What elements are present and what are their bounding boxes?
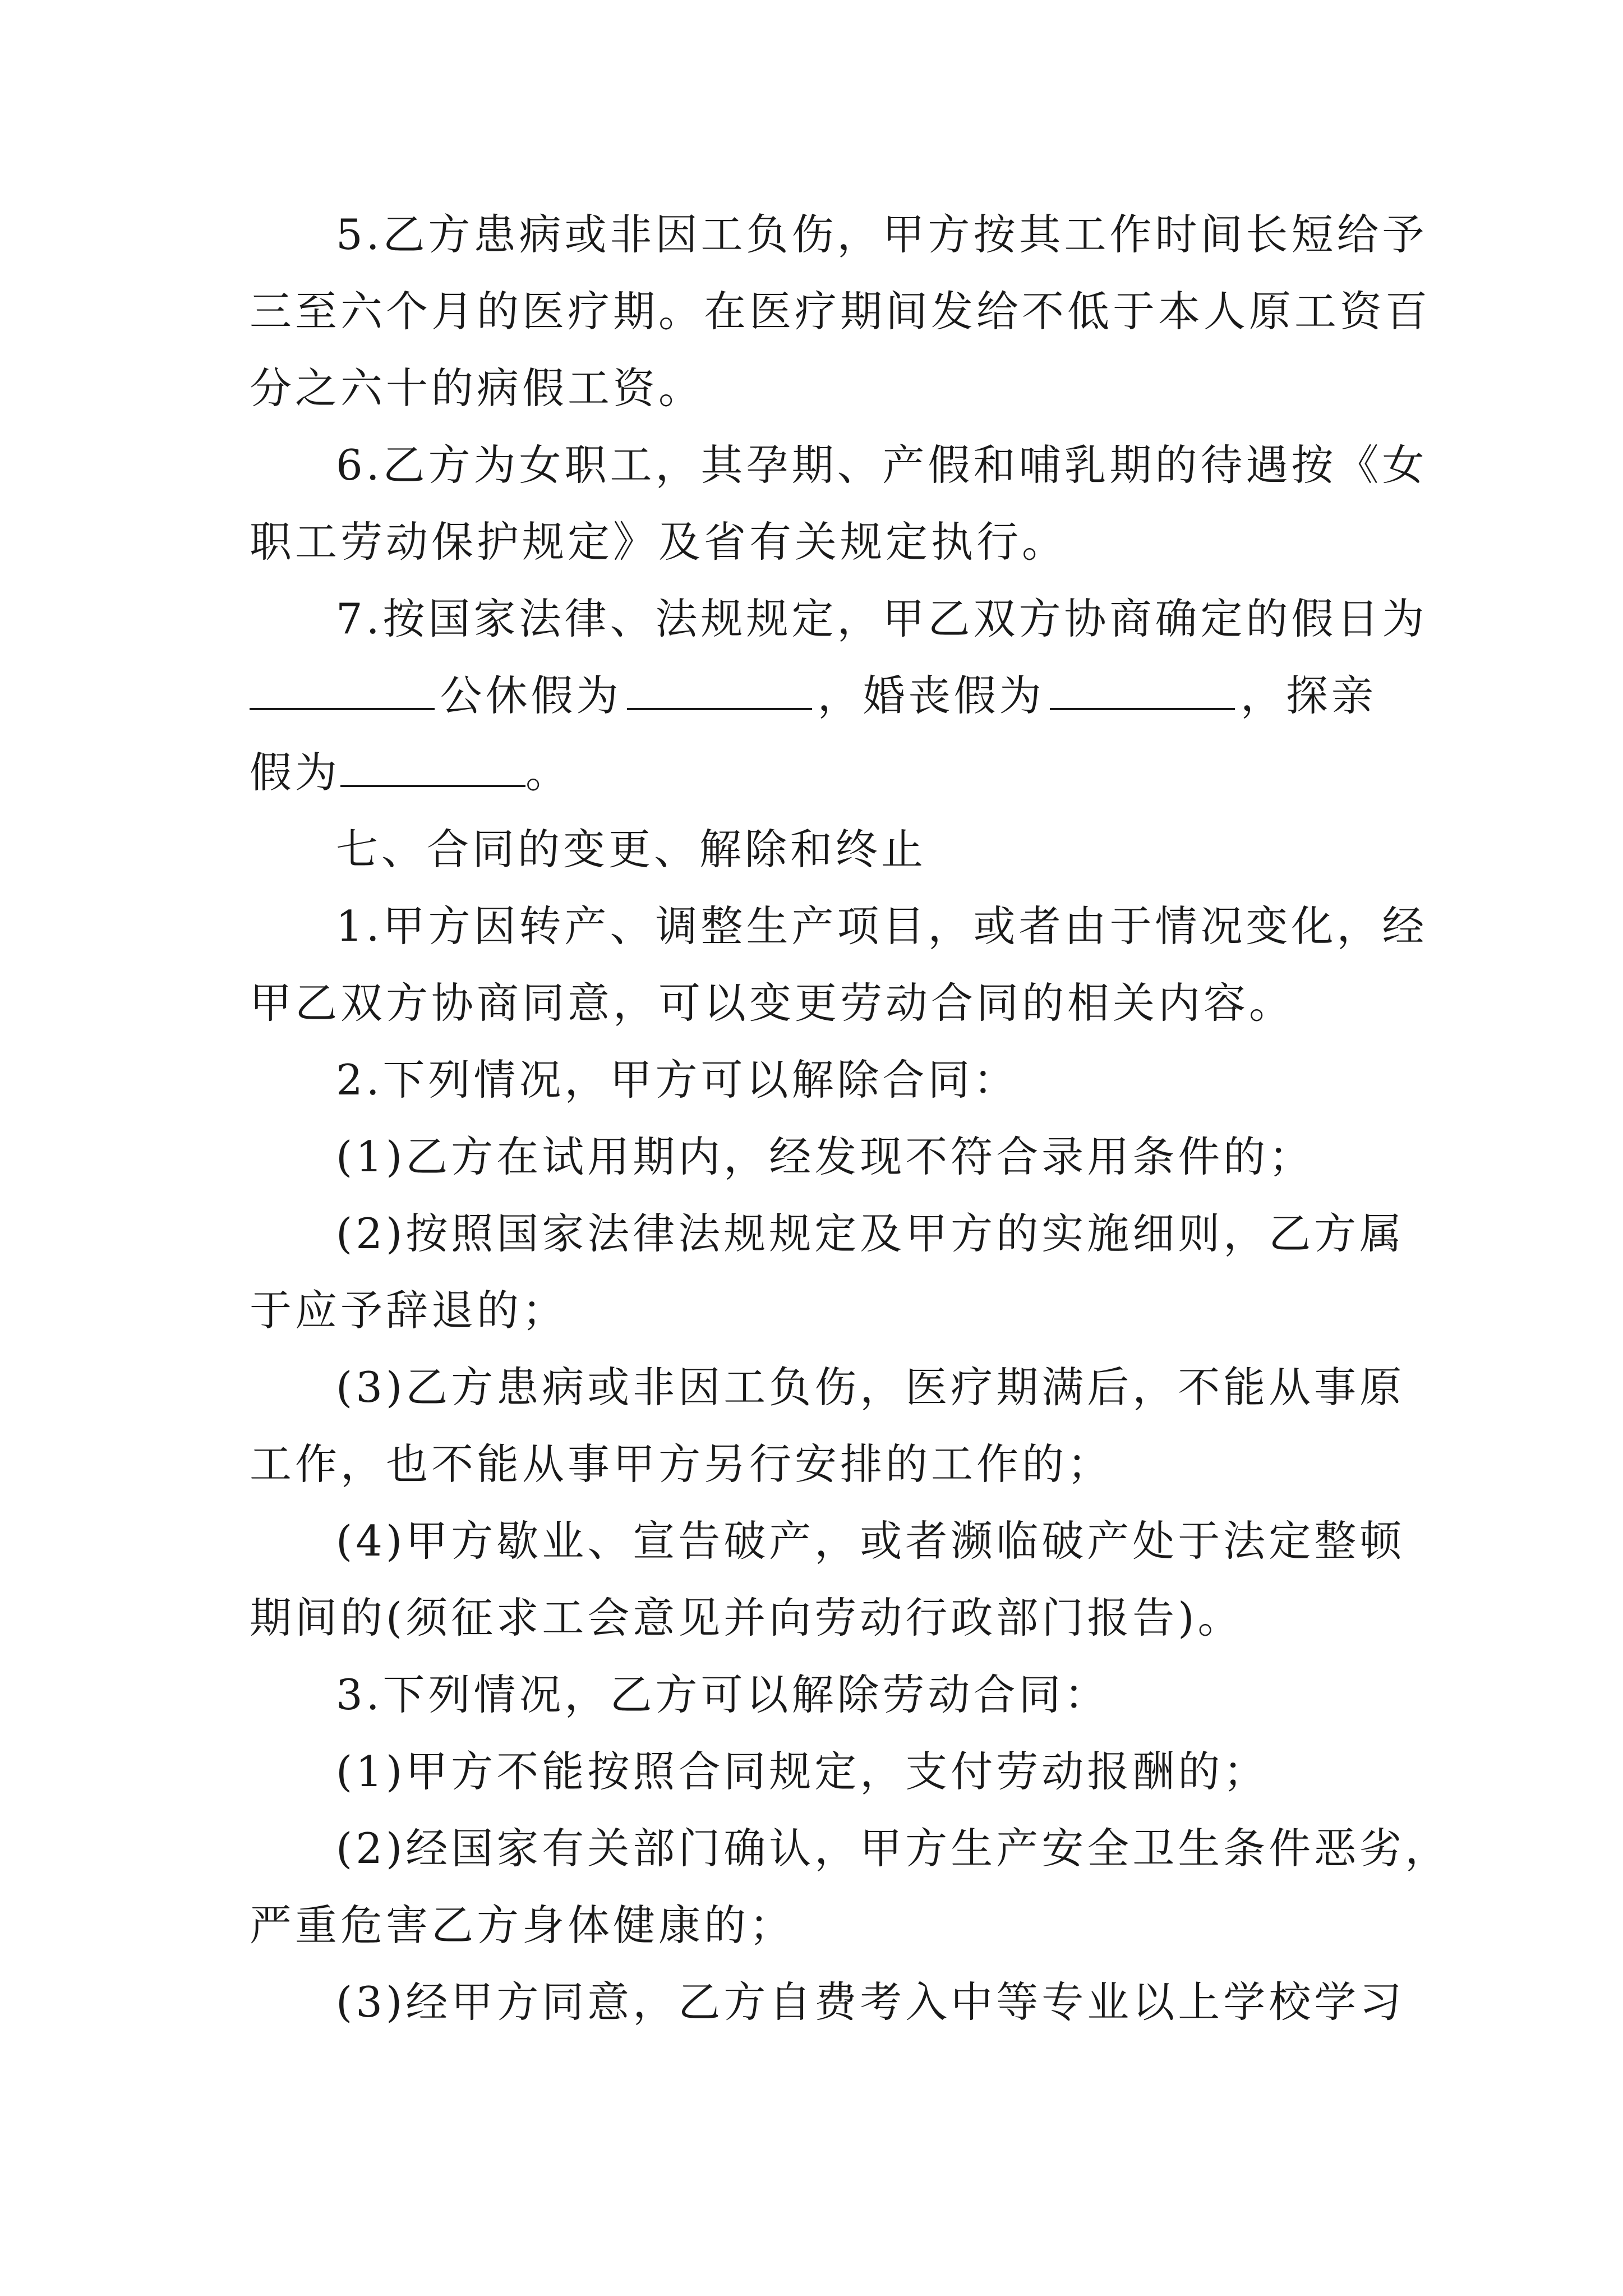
paragraph-line: 3.下列情况，乙方可以解除劳动合同： xyxy=(336,1670,1110,1719)
list-item: (1)乙方在试用期内，经发现不符合录用条件的； xyxy=(336,1132,1315,1181)
paragraph-line: 5.乙方患病或非因工负伤，甲方按其工作时间长短给予 xyxy=(336,210,1428,259)
list-item: (2)经国家有关部门确认，甲方生产安全卫生条件恶劣， xyxy=(336,1824,1451,1873)
list-item: (3)乙方患病或非因工负伤，医疗期满后，不能从事原 xyxy=(336,1363,1405,1412)
blank-rest-leave xyxy=(627,697,812,710)
fill-label-family-leave: 假为 xyxy=(250,748,341,797)
fill-suffix: 。 xyxy=(525,748,571,797)
paragraph-line: 期间的(须征求工会意见并向劳动行政部门报告)。 xyxy=(250,1593,1243,1642)
paragraph-line: 工作，也不能从事甲方另行安排的工作的； xyxy=(250,1439,1113,1489)
fill-label-rest: 公休假为 xyxy=(440,671,622,720)
blank-family-leave xyxy=(340,774,525,787)
blank-marriage-leave xyxy=(1050,697,1235,710)
paragraph-line: 职工劳动保护规定》及省有关规定执行。 xyxy=(250,517,1068,567)
paragraph-line: 分之六十的病假工资。 xyxy=(250,364,704,413)
list-item: (3)经甲方同意，乙方自费考入中等专业以上学校学习 xyxy=(336,1977,1405,2027)
paragraph-line: 2.下列情况，甲方可以解除合同： xyxy=(336,1055,1019,1105)
blank-holiday xyxy=(250,697,435,710)
contract-text xyxy=(250,196,1451,2041)
paragraph-line: 7.按国家法律、法规规定，甲乙双方协商确定的假日为 xyxy=(336,594,1428,643)
paragraph-line: 1.甲方因转产、调整生产项目，或者由于情况变化，经 xyxy=(336,901,1428,951)
fill-in-line xyxy=(250,657,1377,734)
paragraph-line: 严重危害乙方身体健康的； xyxy=(250,1901,795,1950)
list-item: (4)甲方歇业、宣告破产，或者濒临破产处于法定整顿 xyxy=(336,1516,1405,1566)
paragraph-line: 甲乙双方协商同意，可以变更劳动合同的相关内容。 xyxy=(250,978,1295,1028)
fill-label-family: ，探亲 xyxy=(1240,671,1377,720)
paragraph-line: 于应予辞退的； xyxy=(250,1286,568,1335)
fill-label-marriage: ，婚丧假为 xyxy=(817,671,1045,720)
fill-in-line xyxy=(250,734,1377,811)
paragraph-line: 三至六个月的医疗期。在医疗期间发给不低于本人原工资百 xyxy=(250,287,1431,336)
list-item: (1)甲方不能按照合同规定，支付劳动报酬的； xyxy=(336,1747,1269,1796)
list-item: (2)按照国家法律法规规定及甲方的实施细则，乙方属 xyxy=(336,1209,1405,1258)
section-heading: 七、合同的变更、解除和终止 xyxy=(336,825,927,874)
paragraph-line: 6.乙方为女职工，其孕期、产假和哺乳期的待遇按《女 xyxy=(336,440,1428,490)
